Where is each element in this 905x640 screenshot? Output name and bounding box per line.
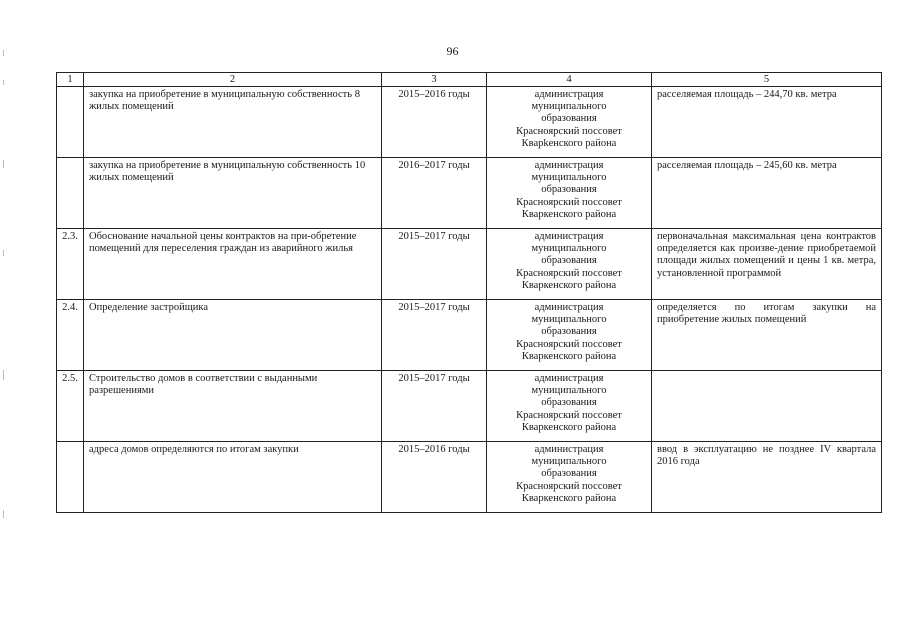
result-cell: ввод в эксплуатацию не позднее IV квартала 2016 года — [652, 442, 882, 513]
period-cell: 2015–2017 годы — [382, 371, 487, 442]
row-number: 2.5. — [57, 371, 84, 442]
executor-line: Красноярский поссовет — [516, 196, 622, 208]
executor-line: образования — [541, 397, 597, 409]
result-cell: расселяемая площадь – 244,70 кв. метра — [652, 87, 882, 158]
executor-line: администрация — [534, 231, 604, 242]
table-row — [57, 229, 882, 300]
executor-line: муниципального — [531, 101, 607, 113]
action-cell: закупка на приобретение в муниципальную собственность 8 жилых помещений — [84, 87, 382, 158]
executor-line: администрация — [534, 302, 604, 313]
result-cell: расселяемая площадь – 245,60 кв. метра — [652, 158, 882, 229]
row-number — [57, 442, 84, 513]
executor-line: муниципального — [531, 385, 607, 397]
result-cell: первоначальная максимальная цена контрактов определяется как произве-дение приобретаемой площади жилых помещений и цены 1 кв. метра, установленной программой — [652, 229, 882, 300]
activities-table — [56, 72, 882, 513]
executor-line: Кваркенского района — [521, 350, 617, 362]
period-cell: 2015–2017 годы — [382, 229, 487, 300]
executor-cell — [487, 87, 652, 158]
row-number — [57, 87, 84, 158]
period-cell: 2016–2017 годы — [382, 158, 487, 229]
executor-cell — [487, 158, 652, 229]
page-number: 96 — [446, 44, 459, 58]
executor-line: муниципального — [531, 314, 607, 326]
executor-line: Красноярский поссовет — [516, 267, 622, 279]
action-cell: адреса домов определяются по итогам закупки — [84, 442, 382, 513]
action-cell: Определение застройщика — [84, 300, 382, 371]
action-cell: Обоснование начальной цены контрактов на при-обретение помещений для переселения граждан из аварийного жилья — [84, 229, 382, 300]
row-number — [57, 158, 84, 229]
executor-line: образования — [541, 184, 597, 196]
table-row — [57, 371, 882, 442]
result-cell — [652, 371, 882, 442]
action-cell: закупка на приобретение в муниципальную собственность 10 жилых помещений — [84, 158, 382, 229]
executor-line: Красноярский поссовет — [516, 409, 622, 421]
period-cell: 2015–2017 годы — [382, 300, 487, 371]
executor-line: администрация — [534, 444, 604, 455]
column-header-2: 2 — [84, 73, 382, 87]
table-row — [57, 87, 882, 158]
executor-line: Кваркенского района — [521, 279, 617, 291]
column-header-1: 1 — [57, 73, 84, 87]
column-header-4: 4 — [487, 73, 652, 87]
result-cell: определяется по итогам закупки на приобретение жилых помещений — [652, 300, 882, 371]
executor-line: образования — [541, 468, 597, 480]
executor-line: образования — [541, 255, 597, 267]
row-number: 2.4. — [57, 300, 84, 371]
executor-cell — [487, 371, 652, 442]
executor-line: муниципального — [531, 243, 607, 255]
executor-line: Кварkенского района — [521, 137, 617, 149]
executor-line: администрация — [534, 373, 604, 384]
table-row — [57, 300, 882, 371]
executor-line: Красноярский поссовет — [516, 338, 622, 350]
executor-line: администрация — [534, 89, 604, 100]
executor-line: Кваркенского района — [521, 492, 617, 504]
scan-margin-marks — [3, 40, 7, 600]
action-cell: Строительство домов в соответствии с выданными разрешениями — [84, 371, 382, 442]
executor-line: муниципального — [531, 172, 607, 184]
period-cell: 2015–2016 годы — [382, 87, 487, 158]
table-row — [57, 442, 882, 513]
executor-line: Кваркенского района — [521, 421, 617, 433]
period-cell: 2015–2016 годы — [382, 442, 487, 513]
column-header-3: 3 — [382, 73, 487, 87]
table-row — [57, 158, 882, 229]
executor-line: образования — [541, 326, 597, 338]
row-number: 2.3. — [57, 229, 84, 300]
executor-cell — [487, 229, 652, 300]
executor-line: образования — [541, 113, 597, 125]
table-header-row — [57, 73, 882, 87]
executor-cell — [487, 300, 652, 371]
executor-line: Кваркенского района — [521, 208, 617, 220]
column-header-5: 5 — [652, 73, 882, 87]
executor-line: Красноярский поссовет — [516, 125, 622, 137]
executor-cell — [487, 442, 652, 513]
executor-line: муниципального — [531, 456, 607, 468]
executor-line: Красноярский поссовет — [516, 480, 622, 492]
executor-line: администрация — [534, 160, 604, 171]
